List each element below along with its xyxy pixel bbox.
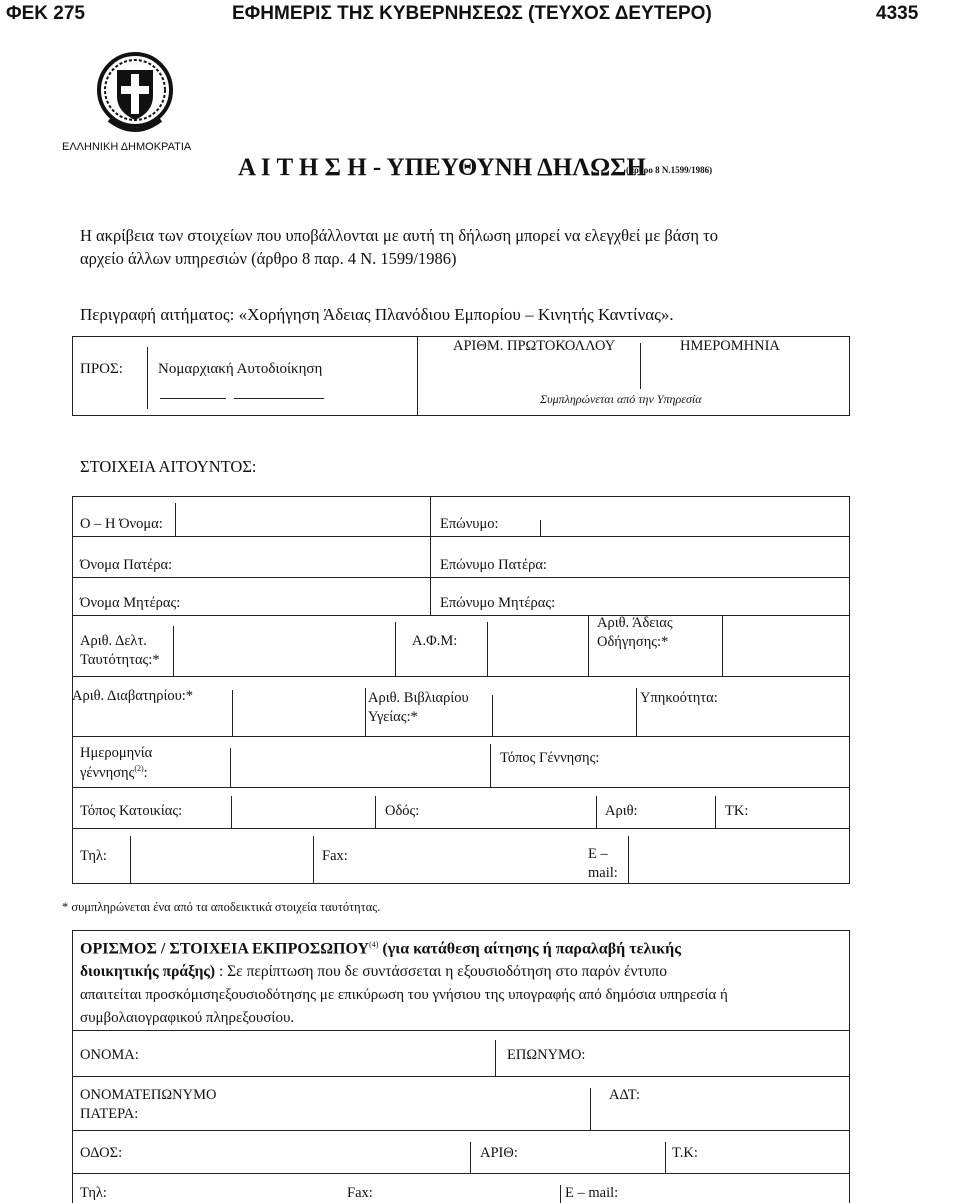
driving-license-label: Αριθ. Άδειας — [597, 615, 673, 631]
form-title: Α Ι Τ Η Σ Η - ΥΠΕΥΘΥΝΗ ΔΗΛΩΣΗ — [238, 154, 646, 181]
applicant-surname-label: Επώνυμο: — [440, 516, 499, 532]
page-number: 4335 — [876, 3, 919, 24]
postcode-label: ΤΚ: — [725, 803, 749, 819]
to-label: ΠΡΟΣ: — [80, 361, 123, 377]
id-card-label: Αριθ. Δελτ. — [80, 633, 147, 649]
driving-license-label-2: Οδήγησης:* — [597, 634, 669, 650]
intro-text-line-2: αρχείο άλλων υπηρεσιών (άρθρο 8 παρ. 4 Ν. 1599/1986) — [80, 249, 457, 268]
representative-heading: ΟΡΙΣΜΟΣ / ΣΤΟΙΧΕΙΑ ΕΚΠΡΟΣΩΠΟΥ$^{(4)}$ (για κατάθεση αίτησης ή παραλαβή τελικής — [80, 940, 681, 958]
representative-phone-label: Τηλ: — [80, 1185, 107, 1201]
representative-name-label: ΟΝΟΜΑ: — [80, 1047, 139, 1063]
email-label-2: mail: — [588, 865, 618, 881]
father-surname-label: Επώνυμο Πατέρα: — [440, 557, 547, 573]
afm-label: Α.Φ.Μ: — [412, 633, 458, 649]
citizenship-label: Υπηκοότητα: — [640, 690, 718, 706]
protocol-number-label: ΑΡΙΘΜ. ΠΡΩΤΟΚΟΛΛΟΥ — [453, 338, 616, 354]
representative-father-label: ΟΝΟΜΑΤΕΠΩΝΥΜΟ — [80, 1087, 217, 1103]
health-book-label-2: Υγείας:* — [368, 709, 418, 725]
passport-label: Αριθ. Διαβατηρίου:* — [72, 688, 194, 704]
fax-label: Fax: — [322, 848, 348, 864]
representative-text-line-3: απαιτείται προσκόμισηεξουσιοδότησης με επικύρωση του γνήσιου της υπογραφής από δημόσια υπηρεσία ή — [80, 987, 728, 1003]
intro-text-line-1: Η ακρίβεια των στοιχείων που υποβάλλονται με αυτή τη δήλωση μπορεί να ελεγχθεί με βάση το — [80, 226, 718, 245]
father-name-label: Όνομα Πατέρα: — [80, 557, 173, 573]
gazette-issue: ΦΕΚ 275 — [6, 3, 85, 24]
mother-surname-label: Επώνυμο Μητέρας: — [440, 595, 556, 611]
representative-street-label: ΟΔΟΣ: — [80, 1145, 123, 1161]
representative-text-line-4: συμβολαιογραφικού πληρεξουσίου. — [80, 1010, 295, 1026]
birth-place-label: Τόπος Γέννησης: — [500, 750, 600, 766]
applicant-name-label: Ο – Η Όνομα: — [80, 516, 163, 532]
street-number-label: Αριθ: — [605, 803, 638, 819]
birth-date-label-2: γέννησης$^{(2)}$: — [80, 764, 148, 781]
form-title-reference: (άρθρο 8 Ν.1599/1986) — [626, 165, 713, 175]
applicant-footnote: * συμπληρώνεται ένα από τα αποδεικτικά στοιχεία ταυτότητας. — [62, 900, 381, 914]
representative-adt-label: ΑΔΤ: — [609, 1087, 640, 1103]
request-description: Περιγραφή αιτήματος: «Χορήγηση Άδειας Πλανόδιου Εμπορίου – Κινητής Καντίνας». — [80, 305, 674, 324]
representative-text-line-2: διοικητικής πράξης) : Σε περίπτωση που δε συντάσσεται η εξουσιοδότηση στο παρόν έντυπο — [80, 963, 667, 980]
to-value: Νομαρχιακή Αυτοδιοίκηση — [158, 361, 323, 377]
id-card-label-2: Ταυτότητας:* — [80, 652, 160, 668]
birth-date-label: Ημερομηνία — [80, 745, 153, 761]
residence-label: Τόπος Κατοικίας: — [80, 803, 183, 819]
mother-name-label: Όνομα Μητέρας: — [80, 595, 181, 611]
emblem-caption: ΕΛΛΗΝΙΚΗ ΔΗΜΟΚΡΑΤΙΑ — [62, 141, 192, 153]
street-label: Οδός: — [385, 803, 420, 819]
email-label: Ε – — [588, 846, 608, 862]
representative-surname-label: ΕΠΩΝΥΜΟ: — [507, 1047, 586, 1063]
phone-label: Τηλ: — [80, 848, 107, 864]
gazette-title: ΕΦΗΜΕΡΙΣ ΤΗΣ ΚΥΒΕΡΝΗΣΕΩΣ (ΤΕΥΧΟΣ ΔΕΥΤΕΡΟ) — [232, 3, 712, 24]
applicant-section-title: ΣΤΟΙΧΕΙΑ ΑΙΤΟΥΝΤΟΣ: — [80, 457, 257, 476]
date-label: ΗΜΕΡΟΜΗΝΙΑ — [680, 338, 780, 354]
representative-fax-label: Fax: — [347, 1185, 373, 1201]
greek-coat-of-arms-icon — [95, 50, 175, 138]
representative-father-label-2: ΠΑΤΕΡΑ: — [80, 1106, 139, 1122]
representative-postcode-label: Τ.Κ: — [672, 1145, 698, 1161]
representative-email-label: Ε – mail: — [565, 1185, 619, 1201]
service-note: Συμπληρώνεται από την Υπηρεσία — [540, 392, 702, 406]
representative-number-label: ΑΡΙΘ: — [480, 1145, 518, 1161]
coat-of-arms — [95, 50, 175, 143]
health-book-label: Αριθ. Βιβλιαρίου — [368, 690, 469, 706]
